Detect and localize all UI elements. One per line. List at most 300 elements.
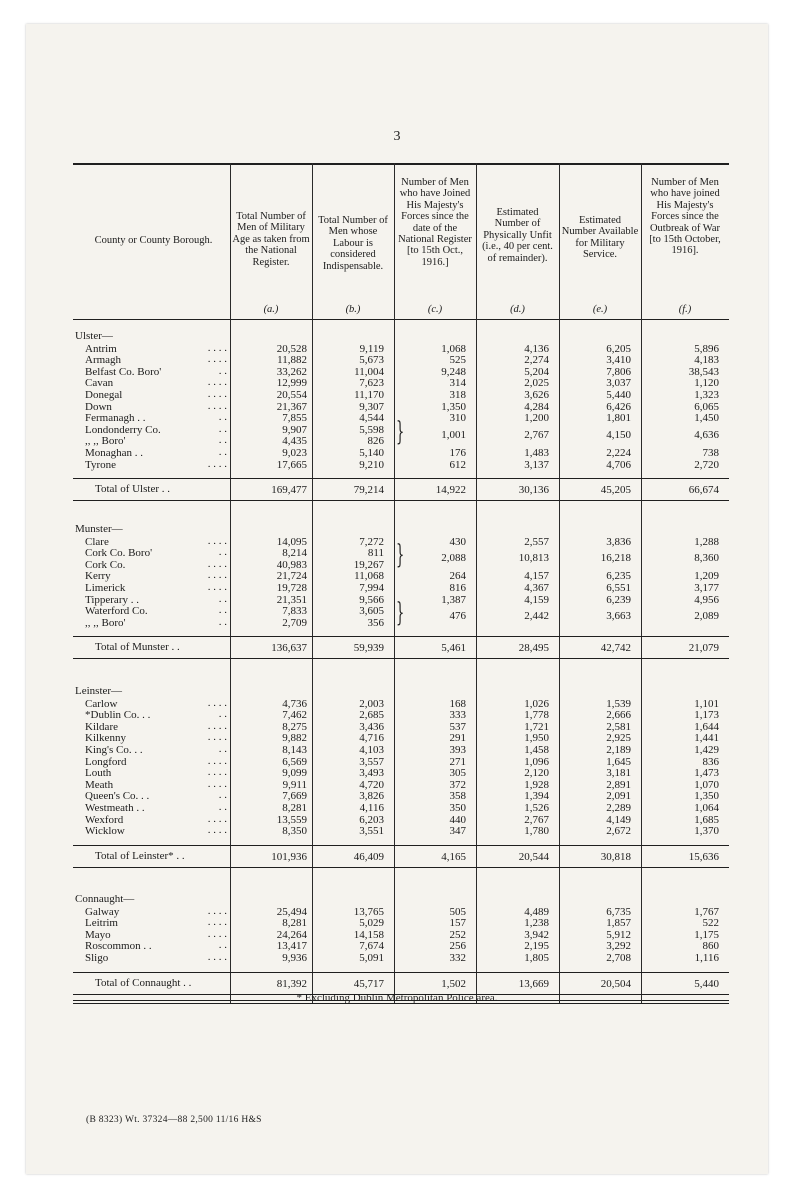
value-a: 8,350 [282, 825, 307, 838]
leader-dots: . . . . [207, 812, 227, 825]
value-a: 40,983 [276, 558, 307, 571]
value-f: 1,685 [694, 813, 719, 826]
total-value-c: 1,502 [441, 977, 466, 990]
merged-value-d: 2,442 [524, 610, 549, 622]
value-c: 347 [449, 825, 466, 838]
value-a: 12,999 [276, 377, 307, 390]
leader-dots: . . . . [207, 777, 227, 790]
brace-mark: } [396, 416, 405, 447]
value-a: 21,351 [276, 593, 307, 606]
province-heading: Munster— [75, 523, 123, 535]
value-e: 6,239 [606, 593, 631, 606]
header-county-text: County or County Borough. [94, 235, 213, 246]
header-text-e: Estimated Number Available for Military Service. [561, 215, 639, 261]
value-b: 811 [367, 547, 384, 560]
header-col-e [559, 163, 641, 319]
leader-dots: . . . . [207, 916, 227, 929]
header-col-b [312, 163, 394, 319]
brace-mark: } [396, 598, 405, 628]
value-a: 7,833 [282, 605, 307, 618]
total-rule-bottom [73, 867, 729, 868]
value-f: 1,370 [694, 825, 719, 838]
value-b: 5,673 [359, 354, 384, 367]
total-rule-bottom [73, 658, 729, 659]
leader-dots: . . [218, 604, 227, 617]
value-f: 1,064 [694, 802, 719, 814]
total-value-d: 20,544 [518, 850, 549, 863]
value-b: 5,140 [359, 447, 384, 459]
value-c: 176 [449, 447, 466, 459]
county-name: Kilkenny [85, 732, 126, 745]
value-d: 1,394 [524, 790, 549, 803]
value-c: 372 [449, 778, 466, 791]
merged-value-c: 2,088 [441, 552, 466, 564]
value-f: 1,070 [694, 778, 719, 791]
total-value-e: 45,205 [600, 484, 631, 497]
county-name: Down [85, 400, 112, 413]
value-a: 9,099 [282, 767, 307, 780]
header-col-c [394, 163, 476, 319]
value-a: 7,855 [282, 412, 307, 425]
header-text-a: Total Number of Men of Military Age as taken from the National Register. [232, 211, 310, 268]
header-letter-b: (b.) [345, 304, 361, 315]
leader-dots: . . [218, 434, 227, 447]
county-name: Sligo [85, 952, 109, 964]
total-rule [73, 478, 729, 479]
value-a: 25,494 [276, 905, 307, 918]
value-f: 1,350 [694, 790, 719, 803]
value-b: 11,170 [354, 389, 384, 401]
value-a: 6,569 [282, 755, 307, 768]
total-value-e: 20,504 [600, 977, 631, 990]
value-a: 33,262 [276, 365, 307, 378]
total-value-d: 13,669 [518, 977, 549, 990]
value-a: 11,882 [277, 354, 307, 367]
value-b: 9,307 [359, 400, 384, 413]
county-name: Antrim [85, 342, 117, 355]
leader-dots: . . . . [207, 388, 227, 400]
value-f: 1,473 [694, 767, 719, 780]
value-c: 333 [449, 709, 466, 722]
value-d: 1,200 [524, 412, 549, 425]
leader-dots: . . [218, 422, 227, 435]
value-d: 3,942 [524, 928, 549, 941]
value-c: 505 [449, 905, 466, 918]
value-c: 271 [449, 755, 466, 768]
value-e: 3,410 [606, 354, 631, 367]
value-e: 1,645 [606, 755, 631, 768]
value-b: 3,826 [359, 790, 384, 803]
value-a: 4,736 [282, 697, 307, 710]
value-e: 3,292 [606, 940, 631, 953]
merged-value-f: 2,089 [694, 610, 719, 622]
header-text-f: Number of Men who have joined His Majesty's Forces since the Outbreak of War [to 15th October, 1916]. [649, 177, 721, 257]
value-f: 1,173 [694, 709, 719, 722]
leader-dots: . . . . [207, 731, 227, 744]
value-e: 6,235 [606, 570, 631, 583]
value-d: 4,159 [524, 593, 549, 606]
value-f: 1,323 [694, 389, 719, 401]
value-f: 860 [702, 940, 719, 953]
value-b: 14,158 [353, 928, 384, 941]
value-e: 4,149 [606, 813, 631, 826]
value-e: 3,037 [606, 377, 631, 390]
value-f: 1,450 [694, 412, 719, 425]
value-c: 318 [449, 389, 466, 401]
total-value-b: 59,939 [353, 642, 384, 655]
total-value-f: 15,636 [688, 850, 719, 863]
page-number: 3 [393, 129, 401, 144]
header-text-d: Estimated Number of Physically Unfit (i.e., 40 per cent. of remainder). [482, 207, 553, 264]
merged-value-d: 2,767 [524, 428, 549, 441]
total-value-e: 30,818 [600, 850, 631, 863]
value-b: 5,091 [359, 952, 384, 964]
value-f: 1,209 [694, 570, 719, 583]
value-d: 2,274 [524, 354, 549, 367]
header-text-b: Total Number of Men whose Labour is considered Indispensable. [318, 215, 388, 272]
total-value-e: 42,742 [600, 642, 631, 655]
value-c: 1,068 [441, 342, 466, 355]
value-a: 8,281 [282, 802, 307, 814]
total-value-d: 28,495 [518, 642, 549, 655]
leader-dots: . . . . [207, 457, 227, 470]
county-name: Belfast Co. Boro' [85, 365, 162, 378]
value-a: 9,911 [282, 778, 307, 791]
merged-value-c: 1,001 [441, 428, 466, 441]
leader-dots: . . [218, 708, 227, 721]
county-name: Roscommon . . [85, 940, 152, 953]
value-b: 5,598 [359, 423, 384, 436]
value-d: 3,626 [524, 389, 549, 401]
value-e: 3,836 [606, 535, 631, 548]
leader-dots: . . [218, 801, 227, 813]
value-d: 1,096 [524, 755, 549, 768]
county-name: ,, ,, Boro' [85, 616, 126, 629]
value-e: 3,181 [606, 767, 631, 780]
leader-dots: . . . . [207, 719, 227, 732]
leader-dots: . . . . [207, 581, 227, 593]
value-d: 1,778 [524, 709, 549, 722]
header-col-a [230, 163, 312, 319]
value-f: 1,175 [694, 928, 719, 941]
value-f: 1,101 [694, 697, 719, 710]
value-c: 332 [449, 952, 466, 964]
value-c: 537 [449, 720, 466, 733]
value-f: 4,183 [694, 354, 719, 367]
county-name: Louth [85, 767, 112, 780]
value-e: 1,857 [606, 917, 631, 930]
total-label: Total of Ulster . . [95, 483, 170, 496]
value-d: 2,195 [524, 940, 549, 953]
total-value-b: 79,214 [353, 484, 384, 497]
leader-dots: . . . . [207, 927, 227, 940]
total-label: Total of Connaught . . [95, 976, 192, 989]
value-e: 2,666 [606, 709, 631, 722]
value-e: 6,205 [606, 342, 631, 355]
merged-value-f: 8,360 [694, 552, 719, 564]
value-e: 5,440 [606, 389, 631, 401]
value-b: 5,029 [359, 917, 384, 930]
value-a: 8,214 [282, 547, 307, 560]
leader-dots: . . [218, 743, 227, 755]
total-value-d: 30,136 [518, 484, 549, 497]
value-a: 19,728 [276, 582, 307, 594]
value-c: 358 [449, 790, 466, 803]
value-a: 20,528 [276, 342, 307, 355]
value-d: 1,950 [524, 732, 549, 745]
value-f: 1,441 [694, 732, 719, 745]
value-f: 1,767 [694, 905, 719, 918]
leader-dots: . . . . [207, 353, 227, 366]
total-value-b: 45,717 [353, 977, 384, 990]
value-f: 6,065 [694, 400, 719, 413]
merged-value-d: 10,813 [518, 552, 549, 564]
value-b: 3,551 [359, 825, 384, 838]
value-e: 2,672 [606, 825, 631, 838]
value-a: 4,435 [282, 435, 307, 448]
value-a: 9,907 [282, 423, 307, 436]
value-a: 2,709 [282, 616, 307, 629]
value-d: 2,767 [524, 813, 549, 826]
value-b: 11,068 [354, 570, 384, 583]
value-c: 350 [449, 802, 466, 814]
value-a: 21,367 [276, 400, 307, 413]
total-value-b: 46,409 [353, 850, 384, 863]
value-f: 5,896 [694, 342, 719, 355]
county-name: Westmeath . . [85, 802, 145, 814]
value-b: 7,623 [359, 377, 384, 390]
value-e: 2,581 [606, 720, 631, 733]
header-letter-e: (e.) [592, 304, 608, 315]
value-c: 310 [449, 412, 466, 425]
value-b: 7,994 [359, 582, 384, 594]
total-value-a: 136,637 [271, 642, 307, 655]
leader-dots: . . . . [207, 399, 227, 412]
merged-value-c: 476 [449, 610, 466, 622]
leader-dots: . . . . [207, 557, 227, 570]
county-name: Cavan [85, 377, 114, 390]
value-b: 9,119 [359, 342, 384, 355]
value-c: 168 [449, 697, 466, 710]
county-name: Donegal [85, 389, 123, 401]
value-b: 3,557 [359, 755, 384, 768]
total-label: Total of Munster . . [95, 641, 180, 654]
value-e: 2,189 [606, 744, 631, 756]
value-a: 17,665 [276, 458, 307, 471]
value-b: 7,674 [359, 940, 384, 953]
value-e: 2,224 [606, 447, 631, 459]
leader-dots: . . [218, 789, 227, 802]
value-f: 1,429 [694, 744, 719, 756]
value-f: 2,720 [694, 458, 719, 471]
value-f: 1,116 [694, 952, 719, 964]
county-name: Clare [85, 535, 109, 548]
value-c: 430 [449, 535, 466, 548]
header-text-c: Number of Men who have Joined His Majesty's Forces since the date of the National Register [to 15th Oct., 1916.] [398, 177, 472, 268]
total-value-c: 14,922 [435, 484, 466, 497]
value-d: 1,483 [524, 447, 549, 459]
value-c: 252 [449, 928, 466, 941]
value-b: 4,716 [359, 732, 384, 745]
county-name: Cork Co. [85, 558, 126, 571]
value-c: 9,248 [441, 365, 466, 378]
county-name: Mayo [85, 928, 111, 941]
header-rule [73, 319, 729, 320]
value-b: 7,272 [359, 535, 384, 548]
value-d: 1,238 [524, 917, 549, 930]
county-name: Kildare [85, 720, 118, 733]
header-letter-d: (d.) [510, 304, 525, 315]
county-name: Wexford [85, 813, 124, 826]
county-name: Leitrim [85, 917, 118, 930]
value-f: 38,543 [688, 365, 719, 378]
county-name: Wicklow [85, 825, 125, 838]
value-c: 1,350 [441, 400, 466, 413]
value-b: 9,210 [359, 458, 384, 471]
value-d: 3,137 [524, 458, 549, 471]
total-value-f: 21,079 [688, 642, 719, 655]
value-c: 314 [449, 377, 466, 390]
value-a: 13,559 [276, 813, 307, 826]
value-c: 393 [449, 744, 466, 756]
value-c: 291 [449, 732, 466, 745]
value-d: 2,025 [524, 377, 549, 390]
value-d: 1,780 [524, 825, 549, 838]
value-b: 4,544 [359, 412, 384, 425]
leader-dots: . . . . [207, 376, 227, 389]
leader-dots: . . [218, 446, 227, 458]
county-name: Fermanagh . . [85, 412, 146, 425]
merged-value-e: 4,150 [606, 428, 631, 441]
value-c: 264 [449, 570, 466, 583]
value-b: 2,685 [359, 709, 384, 722]
leader-dots: . . . . [207, 569, 227, 582]
value-e: 2,891 [606, 778, 631, 791]
leader-dots: . . . . [207, 824, 227, 837]
leader-dots: . . . . [207, 766, 227, 779]
county-name: Tyrone [85, 458, 116, 471]
value-a: 9,023 [282, 447, 307, 459]
value-e: 5,912 [606, 928, 631, 941]
header-letter-c: (c.) [427, 304, 443, 315]
value-d: 4,489 [524, 905, 549, 918]
merged-value-e: 3,663 [606, 610, 631, 622]
value-f: 1,120 [694, 377, 719, 390]
value-d: 2,120 [524, 767, 549, 780]
merged-value-f: 4,636 [694, 428, 719, 441]
value-e: 4,706 [606, 458, 631, 471]
value-e: 6,551 [606, 582, 631, 594]
value-e: 2,289 [606, 802, 631, 814]
value-c: 157 [449, 917, 466, 930]
leader-dots: . . [218, 939, 227, 952]
value-d: 1,026 [524, 697, 549, 710]
leader-dots: . . [218, 364, 227, 377]
footnote: * Excluding Dublin Metropolitan Police area. [296, 992, 498, 1004]
county-name: Carlow [85, 697, 118, 710]
value-d: 1,721 [524, 720, 549, 733]
printer-imprint: (B 8323) Wt. 37324—88 2,500 11/16 H&S [86, 1115, 262, 1125]
value-c: 816 [449, 582, 466, 594]
value-a: 7,462 [282, 709, 307, 722]
county-name: Limerick [85, 582, 126, 594]
value-a: 8,281 [282, 917, 307, 930]
total-value-a: 101,936 [271, 850, 307, 863]
value-f: 4,956 [694, 593, 719, 606]
value-e: 1,801 [606, 412, 631, 425]
value-f: 836 [702, 755, 719, 768]
county-name: Londonderry Co. [85, 423, 161, 436]
leader-dots: . . . . [207, 341, 227, 354]
province-heading: Leinster— [75, 685, 123, 697]
value-b: 19,267 [353, 558, 384, 571]
province-heading: Connaught— [75, 893, 135, 905]
value-f: 3,177 [694, 582, 719, 594]
value-b: 4,116 [359, 802, 384, 814]
county-name: Queen's Co. . . [85, 790, 150, 803]
county-name: Longford [85, 755, 127, 768]
value-a: 9,882 [282, 732, 307, 745]
leader-dots: . . . . [207, 904, 227, 917]
header-county [73, 163, 230, 319]
value-e: 2,708 [606, 952, 631, 964]
value-b: 356 [367, 616, 384, 629]
value-d: 1,458 [524, 744, 549, 756]
county-name: Monaghan . . [85, 447, 144, 459]
county-name: Waterford Co. [85, 605, 148, 618]
value-f: 522 [702, 917, 719, 930]
value-b: 4,103 [359, 744, 384, 756]
value-d: 4,284 [524, 400, 549, 413]
county-name: ,, ,, Boro' [85, 435, 126, 448]
county-name: Galway [85, 905, 120, 918]
province-heading: Ulster— [75, 330, 113, 342]
value-f: 738 [702, 447, 719, 459]
value-d: 5,204 [524, 365, 549, 378]
leader-dots: . . [218, 411, 227, 424]
leader-dots: . . [218, 592, 227, 605]
value-a: 9,936 [282, 952, 307, 964]
value-e: 2,925 [606, 732, 631, 745]
value-c: 440 [449, 813, 466, 826]
value-c: 525 [449, 354, 466, 367]
leader-dots: . . . . [207, 534, 227, 547]
value-d: 2,557 [524, 535, 549, 548]
value-b: 9,566 [359, 593, 384, 606]
value-d: 1,928 [524, 778, 549, 791]
total-rule [73, 972, 729, 973]
county-name: Meath [85, 778, 114, 791]
header-col-d [476, 163, 559, 319]
value-b: 3,436 [359, 720, 384, 733]
total-value-a: 169,477 [271, 484, 307, 497]
value-b: 3,605 [359, 605, 384, 618]
total-value-c: 4,165 [441, 850, 466, 863]
value-d: 4,367 [524, 582, 549, 594]
value-f: 1,644 [694, 720, 719, 733]
county-name: Kerry [85, 570, 111, 583]
total-rule-bottom [73, 500, 729, 501]
value-e: 7,806 [606, 365, 631, 378]
value-b: 3,493 [359, 767, 384, 780]
value-d: 1,805 [524, 952, 549, 964]
value-a: 13,417 [276, 940, 307, 953]
value-b: 11,004 [354, 365, 384, 378]
county-name: Armagh [85, 354, 122, 367]
value-d: 4,136 [524, 342, 549, 355]
county-name: *Dublin Co. . . [85, 709, 151, 722]
brace-mark: } [396, 540, 405, 570]
